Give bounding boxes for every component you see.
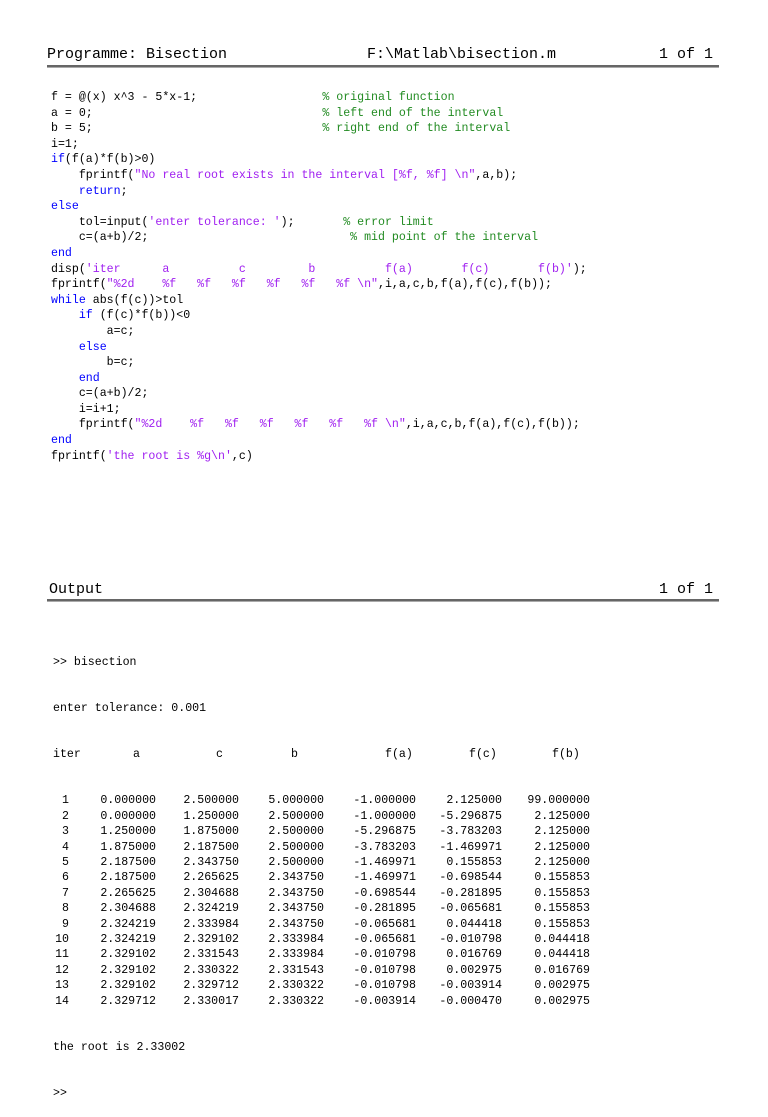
code-line <box>51 246 587 262</box>
table-cell: 2.324219 <box>183 902 239 916</box>
table-row <box>53 840 590 855</box>
table-cell: -0.010798 <box>353 979 416 993</box>
table-cell: 2.125000 <box>534 809 590 823</box>
column-header: b <box>291 748 298 762</box>
table-cell: 4 <box>62 840 69 854</box>
table-row <box>53 809 590 824</box>
console-final-prompt: >> <box>53 1086 67 1100</box>
table-cell: 2.331543 <box>268 963 324 977</box>
code-text: ,a,b); <box>475 168 518 182</box>
code-keyword: if <box>51 153 65 167</box>
table-cell: 2.330322 <box>268 994 324 1008</box>
code-line <box>51 215 587 231</box>
code-text: disp( <box>51 262 86 276</box>
table-cell: 2.329102 <box>100 979 156 993</box>
table-cell: 0.000000 <box>100 794 156 808</box>
code-text: ); <box>572 262 587 276</box>
output-page-number: 1 of 1 <box>658 581 713 598</box>
table-cell: -0.003914 <box>353 994 416 1008</box>
table-cell: 5 <box>62 855 69 869</box>
table-cell: -0.281895 <box>439 886 502 900</box>
code-comment: % original function <box>322 91 455 104</box>
program-header <box>47 46 719 64</box>
table-cell: 2.333984 <box>268 948 324 962</box>
code-text <box>51 185 79 198</box>
code-line <box>51 199 587 215</box>
code-string: "%2d %f %f %f %f %f %f \n" <box>134 418 406 432</box>
code-string: "No real root exists in the interval [%f, %f] \n" <box>134 168 476 182</box>
table-cell: 2.343750 <box>268 886 324 900</box>
table-cell: 0.016769 <box>446 948 502 962</box>
code-text: tol=input( <box>51 215 149 229</box>
code-text: a = 0; <box>51 106 323 120</box>
table-cell: 0.044418 <box>446 917 502 931</box>
table-cell: 2.125000 <box>534 840 590 854</box>
table-cell: 0.044418 <box>534 932 590 946</box>
table-cell: -0.065681 <box>353 917 416 931</box>
code-text: ,i,a,c,b,f(a),f(c),f(b)); <box>378 278 552 292</box>
table-row <box>53 855 590 870</box>
program-title: Programme: Bisection <box>47 46 228 63</box>
table-cell: -1.000000 <box>353 809 416 823</box>
code-text: c=(a+b)/2; <box>51 387 149 401</box>
table-cell: 1.250000 <box>183 809 239 823</box>
table-cell: 0.155853 <box>446 855 502 869</box>
code-keyword: end <box>78 371 100 385</box>
console-tolerance-line: enter tolerance: 0.001 <box>53 702 207 716</box>
code-line <box>51 184 587 200</box>
console-command: >> bisection <box>53 655 137 669</box>
table-cell: 0.002975 <box>534 994 590 1008</box>
code-string: 'enter tolerance: ' <box>148 215 281 229</box>
code-comment: % error limit <box>343 215 434 229</box>
code-text <box>51 341 79 354</box>
code-comment: % left end of the interval <box>322 106 504 120</box>
code-comment: % mid point of the interval <box>350 231 539 245</box>
code-keyword: return <box>78 184 121 198</box>
code-text: c=(a+b)/2; <box>51 231 351 245</box>
table-cell: 2.500000 <box>268 825 324 839</box>
table-cell: 1.875000 <box>183 825 239 839</box>
table-body <box>53 793 590 1008</box>
table-cell: -3.783203 <box>353 840 416 854</box>
table-cell: 0.000000 <box>100 809 156 823</box>
table-cell: 14 <box>55 994 69 1008</box>
table-cell: 2.329712 <box>100 994 156 1008</box>
code-line <box>51 340 587 356</box>
column-header: f(a) <box>385 748 413 762</box>
code-line <box>51 152 587 168</box>
table-cell: 2.125000 <box>534 855 590 869</box>
table-cell: 2.343750 <box>268 917 324 931</box>
console-output <box>53 624 590 1117</box>
table-row <box>53 824 590 839</box>
table-cell: -0.065681 <box>439 902 502 916</box>
code-line <box>51 262 587 278</box>
table-cell: 10 <box>55 932 69 946</box>
table-row <box>53 932 590 947</box>
table-row <box>53 917 590 932</box>
table-cell: 2.125000 <box>534 825 590 839</box>
table-cell: 99.000000 <box>527 794 590 808</box>
table-cell: 2.187500 <box>100 855 156 869</box>
table-cell: 0.002975 <box>534 979 590 993</box>
table-cell: 2.329102 <box>100 948 156 962</box>
table-cell: -0.698544 <box>439 871 502 885</box>
table-cell: 0.155853 <box>534 871 590 885</box>
table-cell: 1.250000 <box>100 825 156 839</box>
code-text: f = @(x) x^3 - 5*x-1; <box>51 91 323 104</box>
code-text: (f(a)*f(b)>0) <box>64 153 156 167</box>
table-row <box>53 886 590 901</box>
table-cell: 1.875000 <box>100 840 156 854</box>
code-text: ); <box>280 215 344 229</box>
table-row <box>53 901 590 916</box>
table-cell: -0.281895 <box>353 902 416 916</box>
table-cell: -0.010798 <box>353 963 416 977</box>
column-header: a <box>133 748 140 762</box>
table-cell: 2.304688 <box>100 902 156 916</box>
code-text: ,c) <box>231 449 253 463</box>
code-comment: % right end of the interval <box>322 122 511 136</box>
table-cell: 2.329102 <box>183 932 239 946</box>
code-keyword: else <box>78 340 107 354</box>
code-text: i=1; <box>51 137 79 151</box>
code-text: a=c; <box>51 324 135 338</box>
code-text <box>51 372 79 385</box>
code-line <box>51 230 587 246</box>
table-cell: 2.324219 <box>100 917 156 931</box>
table-cell: 0.155853 <box>534 902 590 916</box>
table-cell: 0.155853 <box>534 917 590 931</box>
code-text: i=i+1; <box>51 402 121 416</box>
table-cell: 0.002975 <box>446 963 502 977</box>
table-cell: 2.330322 <box>183 963 239 977</box>
table-cell: -0.010798 <box>439 932 502 946</box>
table-cell: -5.296875 <box>439 809 502 823</box>
table-cell: 5.000000 <box>268 794 324 808</box>
table-cell: 2.500000 <box>268 855 324 869</box>
code-line <box>51 386 587 402</box>
code-line <box>51 433 587 449</box>
code-string: "%2d %f %f %f %f %f %f \n" <box>106 278 379 292</box>
table-cell: 2.304688 <box>183 886 239 900</box>
table-cell: 2.500000 <box>268 840 324 854</box>
code-line <box>51 324 587 340</box>
column-header: iter <box>53 748 81 762</box>
table-cell: -1.469971 <box>353 871 416 885</box>
table-cell: 2.330322 <box>268 979 324 993</box>
table-cell: 2.330017 <box>183 994 239 1008</box>
table-cell: 2.329102 <box>100 963 156 977</box>
table-header <box>53 747 580 762</box>
code-line <box>51 168 587 184</box>
table-cell: -0.010798 <box>353 948 416 962</box>
table-cell: 13 <box>55 979 69 993</box>
table-cell: 2.187500 <box>100 871 156 885</box>
table-cell: -0.003914 <box>439 979 502 993</box>
table-cell: -3.783203 <box>439 825 502 839</box>
table-cell: 8 <box>62 902 69 916</box>
column-header: f(c) <box>469 748 497 762</box>
code-text: ; <box>120 184 128 198</box>
code-line <box>51 402 587 418</box>
table-cell: 7 <box>62 886 69 900</box>
table-cell: 1 <box>62 794 69 808</box>
table-row <box>53 793 590 808</box>
table-row <box>53 963 590 978</box>
code-keyword: end <box>51 246 72 260</box>
table-cell: 11 <box>55 948 69 962</box>
code-listing <box>51 90 587 464</box>
code-text: abs(f(c))>tol <box>85 293 184 307</box>
table-cell: 2.265625 <box>183 871 239 885</box>
table-cell: -0.698544 <box>353 886 416 900</box>
table-cell: 2.265625 <box>100 886 156 900</box>
table-cell: -1.469971 <box>353 855 416 869</box>
column-header: c <box>216 748 223 762</box>
code-line <box>51 293 587 309</box>
code-text: fprintf( <box>51 278 107 292</box>
table-cell: -0.000470 <box>439 994 502 1008</box>
code-keyword: if <box>78 309 93 323</box>
table-cell: -5.296875 <box>353 825 416 839</box>
code-line <box>51 90 587 106</box>
code-string: 'the root is %g\n' <box>106 449 232 463</box>
code-line <box>51 417 587 433</box>
code-line <box>51 355 587 371</box>
table-cell: 2.343750 <box>183 855 239 869</box>
code-text: fprintf( <box>51 168 135 182</box>
table-cell: 2.343750 <box>268 871 324 885</box>
code-line <box>51 371 587 387</box>
code-text: fprintf( <box>51 449 107 463</box>
table-cell: 9 <box>62 917 69 931</box>
column-header: f(b) <box>552 748 580 762</box>
table-cell: 2.329712 <box>183 979 239 993</box>
output-title: Output <box>49 581 104 598</box>
code-line <box>51 106 587 122</box>
table-cell: 2.324219 <box>100 932 156 946</box>
table-cell: 0.016769 <box>534 963 590 977</box>
file-path: F:\Matlab\bisection.m <box>367 46 557 63</box>
code-text: ,i,a,c,b,f(a),f(c),f(b)); <box>405 418 580 432</box>
code-keyword: while <box>51 293 86 307</box>
table-cell: 2.187500 <box>183 840 239 854</box>
code-string: 'iter a c b f(a) f(c) f(b)' <box>85 262 573 276</box>
table-cell: 2.333984 <box>268 932 324 946</box>
table-cell: 2.343750 <box>268 902 324 916</box>
code-text <box>51 309 79 322</box>
code-line <box>51 121 587 137</box>
table-cell: 12 <box>55 963 69 977</box>
table-row <box>53 978 590 993</box>
table-cell: 2.500000 <box>268 809 324 823</box>
code-line <box>51 137 587 153</box>
table-cell: 6 <box>62 871 69 885</box>
code-text: b = 5; <box>51 122 323 136</box>
header-rule <box>47 65 719 68</box>
table-row <box>53 870 590 885</box>
table-cell: 2 <box>62 809 69 823</box>
table-cell: 2.333984 <box>183 917 239 931</box>
page-number: 1 of 1 <box>658 46 713 63</box>
table-cell: 0.044418 <box>534 948 590 962</box>
table-cell: 2.125000 <box>446 794 502 808</box>
code-line <box>51 308 587 324</box>
code-line <box>51 277 587 293</box>
code-text: (f(c)*f(b))<0 <box>92 309 191 323</box>
output-header-rule <box>47 599 719 602</box>
table-cell: 0.155853 <box>534 886 590 900</box>
output-header <box>47 581 719 599</box>
table-row <box>53 994 590 1009</box>
code-keyword: else <box>51 200 79 214</box>
console-result: the root is 2.33002 <box>53 1040 186 1054</box>
table-cell: -1.469971 <box>439 840 502 854</box>
code-line <box>51 449 587 465</box>
table-cell: 2.331543 <box>183 948 239 962</box>
table-cell: 2.500000 <box>183 794 239 808</box>
code-text: fprintf( <box>51 418 135 432</box>
table-cell: -0.065681 <box>353 932 416 946</box>
code-keyword: end <box>51 434 72 448</box>
table-cell: -1.000000 <box>353 794 416 808</box>
table-cell: 3 <box>62 825 69 839</box>
table-row <box>53 947 590 962</box>
code-text: b=c; <box>51 356 135 370</box>
